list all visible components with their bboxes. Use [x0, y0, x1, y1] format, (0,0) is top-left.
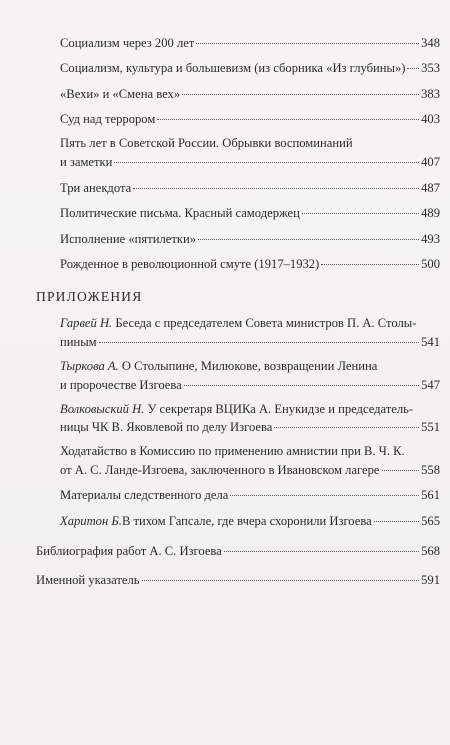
section-heading-appendices: ПРИЛОЖЕНИЯ	[36, 289, 143, 305]
toc-entry-author: Тыркова А.	[60, 358, 119, 373]
toc-entry-title: Социализм, культура и большевизм (из сборника «Из глубины»)	[60, 61, 406, 76]
toc-entry-title: У секретаря ВЦИКа А. Енукидзе и председатель-	[144, 401, 414, 416]
toc-entry-title: и пророчестве Изгоева	[60, 377, 182, 392]
toc-entry[interactable]	[36, 541, 440, 560]
leader-dots	[182, 81, 419, 95]
toc-entry[interactable]	[36, 486, 440, 505]
toc-entry-title: Беседа с председателем Совета министров П. А. Столы-	[112, 316, 417, 331]
toc-entry-title-line: Пять лет в Советской России. Обрывки воспоминаний	[60, 136, 353, 151]
toc-entry-title: Суд над террором	[60, 112, 156, 127]
toc-entry-page: 541	[421, 334, 440, 349]
toc-entry-page: 489	[421, 206, 440, 221]
toc-entry[interactable]	[36, 59, 440, 78]
toc-entry[interactable]	[36, 33, 440, 52]
toc-entry-page: 565	[421, 513, 440, 528]
leader-dots	[114, 149, 419, 163]
toc-entry-page: 353	[421, 61, 440, 76]
toc-entry[interactable]	[36, 229, 440, 248]
toc-entry-author: Харитон Б.	[60, 513, 122, 528]
toc-entry-page: 551	[421, 420, 440, 435]
table-of-contents	[36, 33, 440, 596]
toc-entry-author: Гарвей Н.	[60, 316, 113, 331]
toc-entry-page: 407	[421, 154, 440, 169]
toc-entry-page: 500	[421, 257, 440, 272]
toc-entry-title: пиным	[60, 334, 97, 349]
toc-entry-title: Социализм через 200 лет	[60, 35, 195, 50]
toc-entry-page: 487	[421, 180, 440, 195]
toc-entry-title-line: Ходатайство в Комиссию по применению амнистии при В. Ч. К.	[60, 444, 405, 459]
toc-entry-title: и заметки	[60, 154, 113, 169]
toc-entry[interactable]	[36, 358, 440, 394]
leader-dots	[133, 175, 419, 189]
leader-dots	[198, 226, 419, 240]
leader-dots	[157, 107, 419, 121]
toc-entry[interactable]	[36, 135, 440, 171]
leader-dots	[230, 483, 419, 497]
toc-entry[interactable]	[36, 204, 440, 223]
toc-entry[interactable]	[36, 84, 440, 103]
leader-dots	[99, 329, 419, 343]
toc-entry[interactable]	[36, 110, 440, 129]
toc-entry-title: ницы ЧК В. Яковлевой по делу Изгоева	[60, 420, 273, 435]
toc-entry-title: «Вехи» и «Смена вех»	[60, 86, 181, 101]
leader-dots	[142, 568, 420, 582]
toc-entry[interactable]	[36, 443, 440, 479]
leader-dots	[302, 201, 419, 215]
toc-entry-page: 403	[421, 112, 440, 127]
toc-entry[interactable]	[36, 401, 440, 437]
toc-entry[interactable]	[36, 178, 440, 197]
leader-dots	[196, 30, 419, 44]
leader-dots	[274, 415, 419, 429]
toc-entry-title: Три анекдота	[60, 180, 132, 195]
toc-entry-page: 591	[421, 573, 440, 588]
toc-entry[interactable]	[36, 315, 440, 351]
toc-entry-title: О Столыпине, Милюкове, возвращении Ленина	[118, 358, 378, 373]
toc-entry-page: 547	[421, 377, 440, 392]
toc-entry-author: Волковыский Н.	[60, 401, 145, 416]
leader-dots	[407, 56, 419, 70]
toc-entry-title: Исполнение «пятилетки»	[60, 231, 196, 246]
leader-dots	[224, 538, 419, 552]
toc-entry-title: Библиография работ А. С. Изгоева	[36, 543, 222, 558]
toc-entry-page: 348	[421, 35, 440, 50]
leader-dots	[382, 457, 420, 471]
toc-entry-title: В тихом Гапсале, где вчера схоронили Изгоева	[121, 513, 372, 528]
toc-entry-page: 568	[421, 543, 440, 558]
leader-dots	[374, 508, 419, 522]
leader-dots	[321, 252, 419, 266]
leader-dots	[184, 372, 419, 386]
toc-entry-page: 561	[421, 488, 440, 503]
toc-entry-page: 383	[421, 86, 440, 101]
toc-entry-title: Именной указатель	[36, 573, 140, 588]
toc-entry-title: Материалы следственного дела	[60, 488, 229, 503]
toc-entry-page: 493	[421, 231, 440, 246]
toc-entry-title: Рожденное в революционной смуте (1917–1932)	[60, 257, 320, 272]
toc-entry[interactable]	[36, 255, 440, 274]
toc-entry-title: Политические письма. Красный самодержец	[60, 206, 300, 221]
toc-entry-page: 558	[421, 462, 440, 477]
toc-entry[interactable]	[36, 571, 440, 590]
toc-entry-title: от А. С. Ланде-Изгоева, заключенного в Ивановском лагере	[60, 462, 380, 477]
toc-entry[interactable]	[36, 511, 440, 530]
